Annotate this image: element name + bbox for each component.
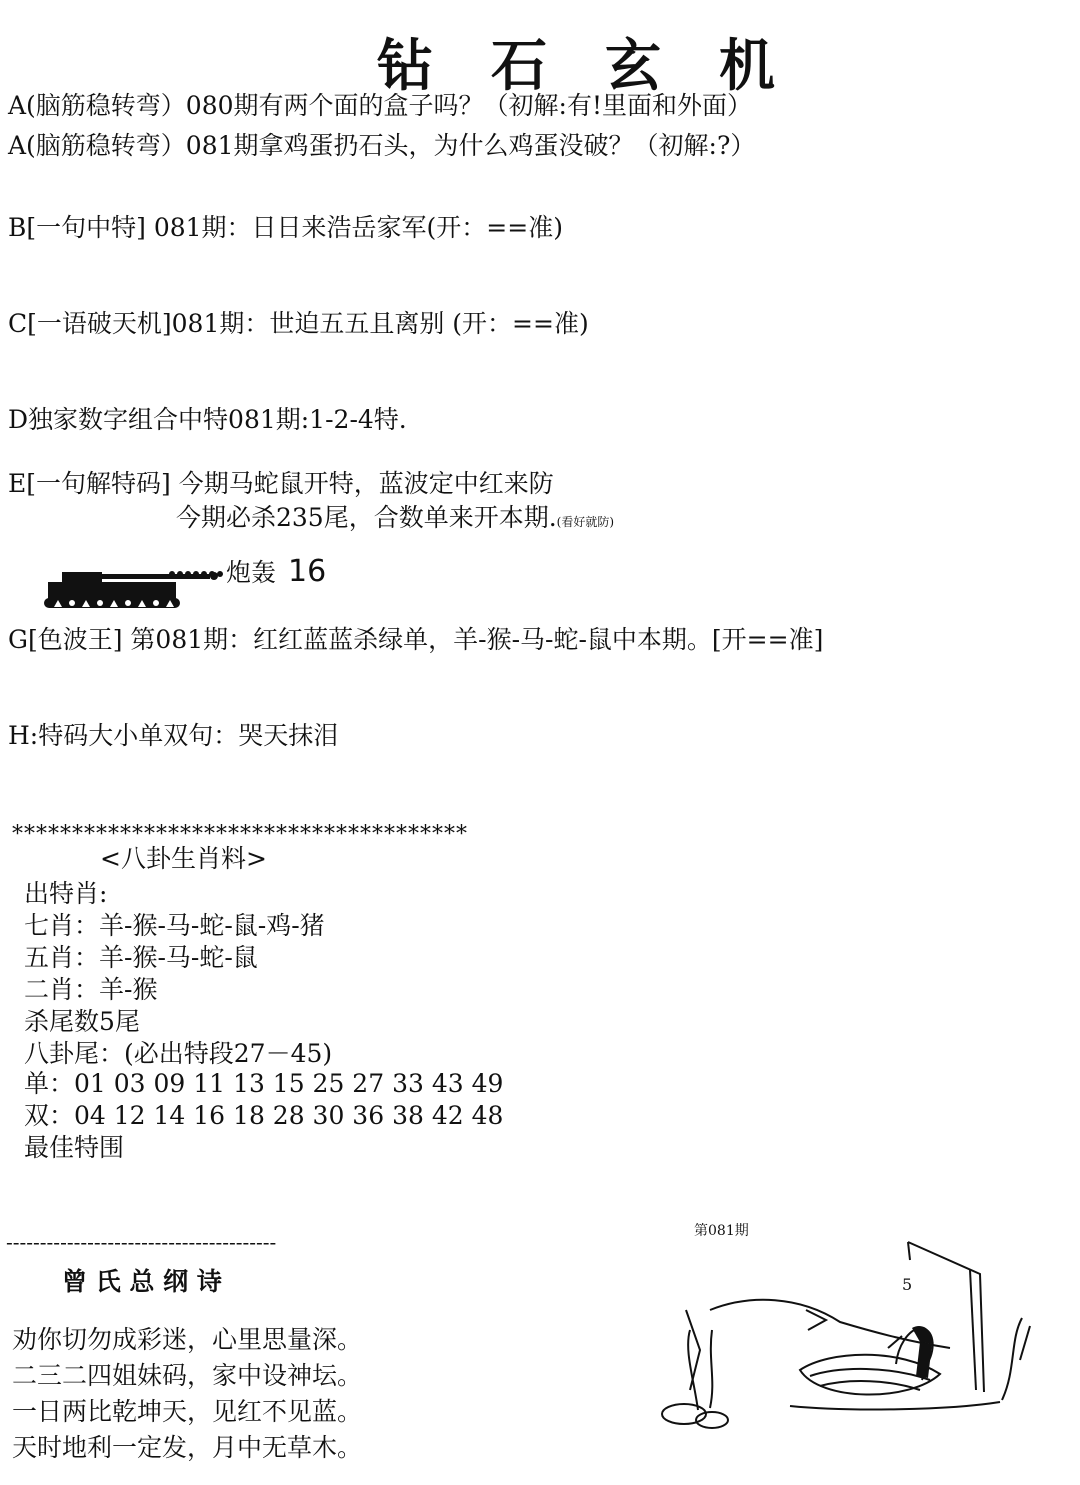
poem-line: 二三二四姐妹码，家中设神坛。 [12,1361,363,1390]
cannon-fire-dots-icon [168,566,224,580]
bagua-item: 杀尾数5尾 [24,1007,140,1036]
bagua-item: 七肖：羊-猴-马-蛇-鼠-鸡-猪 [24,911,325,940]
bagua-odd-numbers: 单：01 03 09 11 13 15 25 27 33 43 49 [24,1069,504,1098]
poem-line: 一日两比乾坤天，见红不见蓝。 [12,1397,363,1426]
page-title: 钻石玄机 [377,33,833,99]
dash-divider: ---------------------------------------- [6,1230,277,1254]
color-wave-line: G[色波王] 第081期：红红蓝蓝杀绿单，羊-猴-马-蛇-鼠中本期。[开==准] [8,625,824,654]
heaven-secret-line: C[一语破天机]081期：世迫五五且离别 (开：==准) [8,309,589,338]
pole-number-mark: 5 [902,1275,913,1294]
special-code-note: (看好就防) [556,515,615,529]
poem-line: 天时地利一定发，月中无草木。 [12,1433,363,1462]
cannon-text: 炮轰 [226,558,277,587]
cannon-label [226,556,326,589]
one-sentence-line: B[一句中特] 081期：日日来浩岳家军(开：==准) [8,213,563,242]
special-code-line-2 [176,502,614,538]
star-divider: ************************************** [12,822,468,847]
cannon-number: 16 [288,554,327,589]
bagua-even-numbers: 双：04 12 14 16 18 28 30 36 38 42 48 [24,1101,504,1130]
bagua-item: 五肖：羊-猴-马-蛇-鼠 [24,943,258,972]
bagua-heading: <八卦生肖料> [100,844,267,873]
bagua-item: 出特肖: [24,879,108,908]
bagua-item: 八卦尾：(必出特段27－45) [24,1039,333,1068]
digit-combo-line: D独家数字组合中特081期:1-2-4特. [8,405,407,434]
bagua-item: 二肖：羊-猴 [24,975,158,1004]
riddle-line-080: A(脑筋稳转弯）080期有两个面的盒子吗？（初解:有!里面和外面） [8,91,752,120]
bird-sketch-illustration [650,1230,1050,1440]
bagua-item: 最佳特围 [24,1133,125,1162]
poem-line: 劝你切勿成彩迷，心里思量深。 [12,1325,363,1354]
special-code-text: 今期必杀235尾，合数单来开本期. [176,503,557,532]
poem-title: 曾 氏 总 纲 诗 [62,1267,222,1296]
riddle-line-081: A(脑筋稳转弯）081期拿鸡蛋扔石头，为什么鸡蛋没破？（初解:?） [8,131,756,160]
size-parity-line: H:特码大小单双句：哭天抹泪 [8,721,339,750]
illustration-caption: 第081期 [694,1223,749,1239]
special-code-line-1: E[一句解特码] 今期马蛇鼠开特，蓝波定中红来防 [8,469,554,498]
